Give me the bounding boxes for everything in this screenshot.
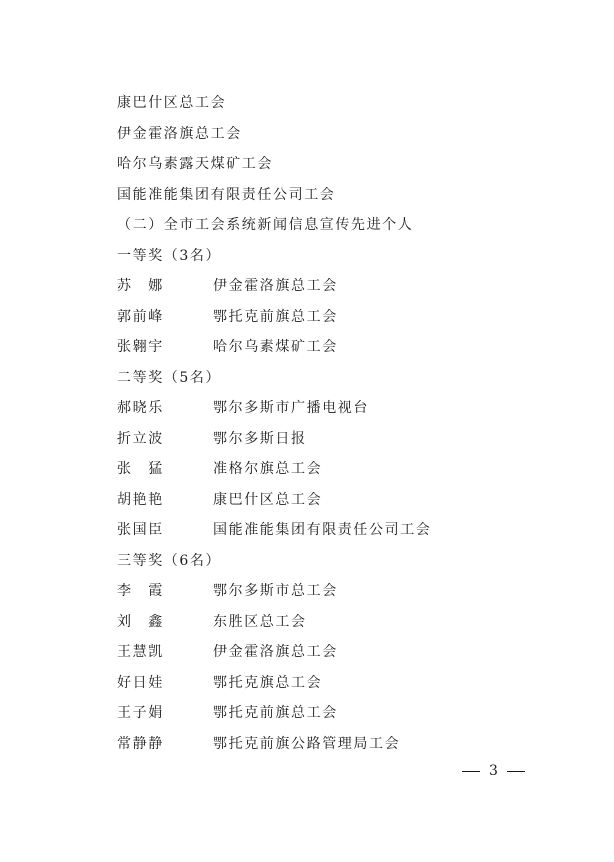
person-org: 鄂托克前旗总工会 [213, 705, 338, 721]
person-name: 常静静 [117, 736, 164, 752]
award-person-row [117, 613, 307, 631]
page-number-value: 3 [489, 763, 498, 779]
award-group-title: 一等奖（3名） [117, 248, 222, 264]
person-name: 李 霞 [117, 583, 164, 599]
unit-item: 哈尔乌素露天煤矿工会 [117, 156, 273, 172]
award-person-row [117, 491, 322, 509]
award-person-row [117, 674, 322, 692]
award-person-row [117, 430, 307, 448]
person-name: 好日娃 [117, 675, 164, 691]
unit-item: 伊金霍洛旗总工会 [117, 126, 242, 142]
person-org: 伊金霍洛旗总工会 [213, 278, 338, 294]
award-person-row [117, 399, 369, 417]
page-number [462, 762, 525, 780]
person-org: 鄂托克旗总工会 [213, 675, 323, 691]
award-person-row [117, 460, 322, 478]
unit-item: 国能准能集团有限责任公司工会 [117, 187, 336, 203]
person-org: 鄂托克前旗公路管理局工会 [213, 736, 401, 752]
dash-right [507, 771, 525, 772]
dash-left [462, 771, 480, 772]
person-name: 苏 娜 [117, 278, 164, 294]
section-heading: （二）全市工会系统新闻信息宣传先进个人 [117, 217, 414, 233]
award-person-row [117, 338, 338, 356]
award-person-row [117, 277, 338, 295]
person-name: 张翱宇 [117, 339, 164, 355]
person-org: 东胜区总工会 [213, 614, 307, 630]
award-person-row [117, 308, 338, 326]
person-name: 王慧凯 [117, 644, 164, 660]
person-org: 哈尔乌素煤矿工会 [213, 339, 338, 355]
award-person-row [117, 735, 400, 753]
person-org: 准格尔旗总工会 [213, 461, 323, 477]
award-person-row [117, 521, 431, 539]
person-org: 鄂尔多斯市广播电视台 [213, 400, 369, 416]
person-org: 国能准能集团有限责任公司工会 [213, 522, 432, 538]
person-name: 王子娟 [117, 705, 164, 721]
award-group-title: 二等奖（5名） [117, 370, 222, 386]
person-org: 鄂托克前旗总工会 [213, 309, 338, 325]
award-person-row [117, 704, 338, 722]
award-person-row [117, 582, 338, 600]
person-name: 张国臣 [117, 522, 164, 538]
person-name: 郝晓乐 [117, 400, 164, 416]
person-org: 鄂尔多斯日报 [213, 431, 307, 447]
award-group-title: 三等奖（6名） [117, 553, 222, 569]
person-name: 胡艳艳 [117, 492, 164, 508]
person-org: 康巴什区总工会 [213, 492, 323, 508]
person-name: 折立波 [117, 431, 164, 447]
person-org: 伊金霍洛旗总工会 [213, 644, 338, 660]
award-person-row [117, 643, 338, 661]
unit-item: 康巴什区总工会 [117, 95, 227, 111]
person-name: 张 猛 [117, 461, 164, 477]
person-name: 刘 鑫 [117, 614, 164, 630]
person-name: 郭前峰 [117, 309, 164, 325]
person-org: 鄂尔多斯市总工会 [213, 583, 338, 599]
